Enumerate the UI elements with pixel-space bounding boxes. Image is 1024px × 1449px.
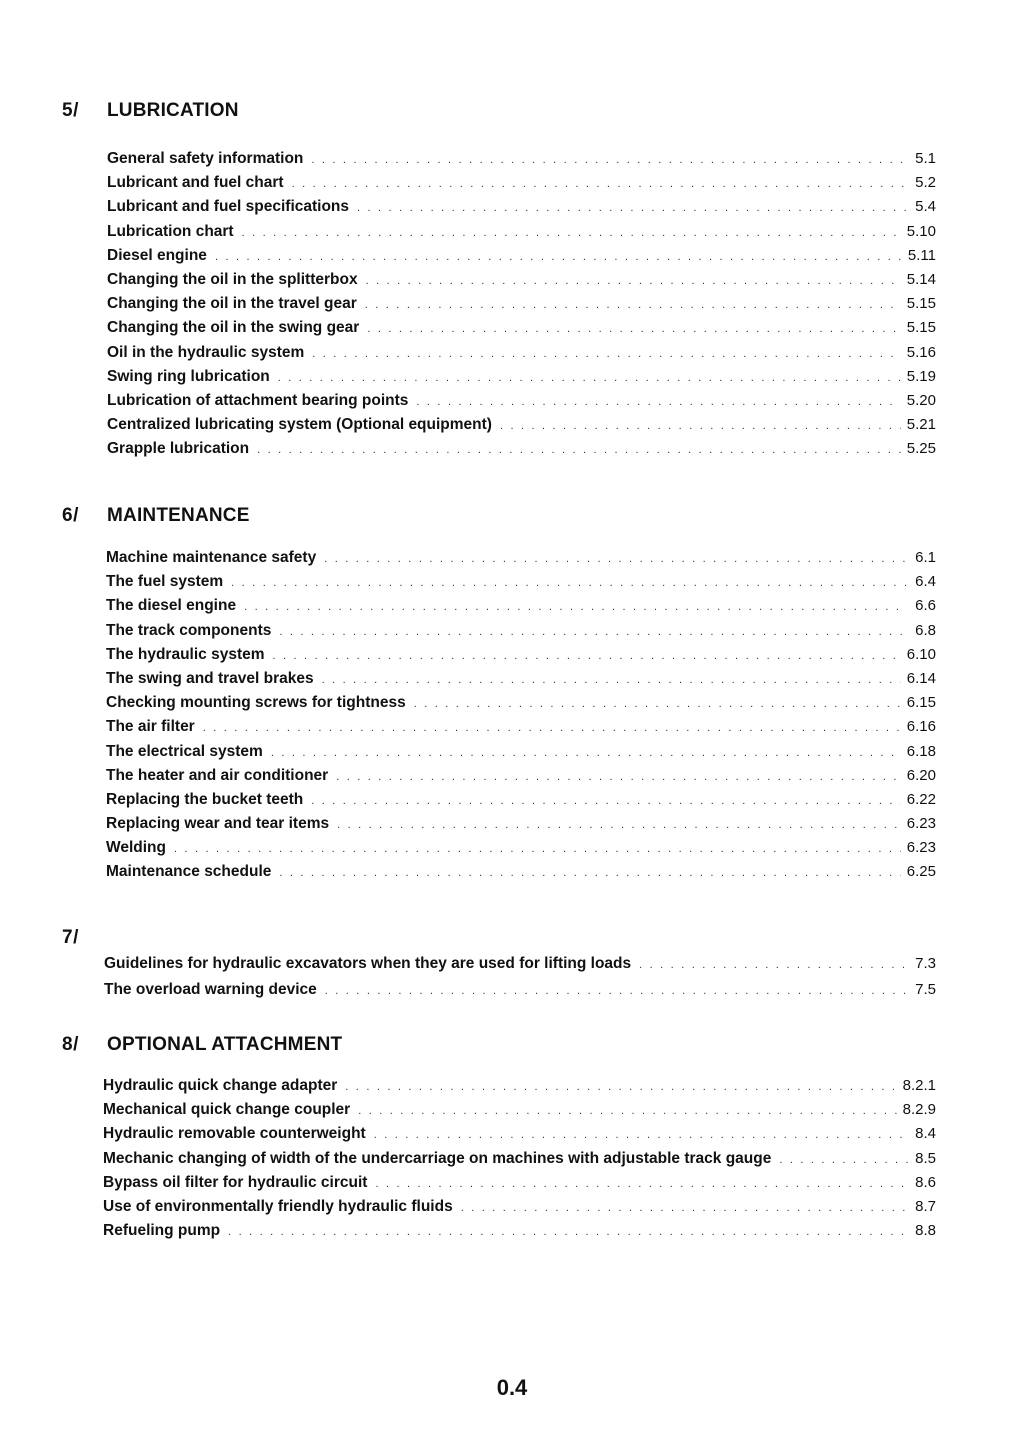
toc-entry-title: Mechanic changing of width of the undercarriage on machines with adjustable track gauge — [103, 1149, 772, 1167]
toc-entry — [106, 597, 936, 621]
toc-entry-title: Grapple lubrication — [107, 440, 250, 458]
toc-entries — [104, 955, 936, 1007]
toc-entry-page: 6.15 — [906, 694, 936, 712]
toc-entry-page: 6.25 — [906, 863, 936, 881]
toc-entry-title: Use of environmentally friendly hydraulic fluids — [103, 1197, 453, 1215]
dot-leader — [322, 674, 901, 686]
toc-entry-page: 5.1 — [915, 150, 936, 167]
dot-leader — [374, 1129, 909, 1141]
toc-entry-title: Oil in the hydraulic system — [107, 343, 305, 361]
section-6 — [0, 505, 1024, 888]
section-7 — [0, 927, 1024, 1007]
toc-entry-page: 5.20 — [906, 391, 936, 409]
toc-entry — [106, 791, 936, 815]
dot-leader — [228, 1226, 907, 1238]
toc-entry-page: 6.10 — [906, 645, 936, 663]
dot-leader — [324, 553, 909, 565]
toc-entry-title: The diesel engine — [106, 597, 237, 615]
toc-entry-page: 5.10 — [906, 222, 936, 240]
toc-entry-page: 5.15 — [906, 319, 936, 337]
dot-leader — [365, 299, 901, 311]
toc-entry-page: 6.14 — [906, 669, 936, 687]
toc-entry-page: 8.7 — [915, 1197, 936, 1215]
toc-entry-title: Bypass oil filter for hydraulic circuit — [103, 1173, 368, 1191]
dot-leader — [461, 1202, 909, 1214]
dot-leader — [336, 771, 901, 783]
section-8 — [0, 1034, 1024, 1246]
dot-leader — [203, 722, 901, 734]
toc-entry — [103, 1222, 936, 1246]
section-header — [0, 505, 1024, 531]
dot-leader — [500, 420, 901, 432]
toc-entry-page: 8.2.9 — [902, 1101, 936, 1119]
toc-entry-page: 5.25 — [906, 440, 936, 458]
toc-entry-page: 8.8 — [915, 1222, 936, 1240]
toc-entry — [107, 271, 936, 295]
toc-entry — [107, 416, 936, 440]
section-5 — [0, 100, 1024, 464]
toc-entry — [103, 1150, 936, 1174]
toc-entry-page: 6.22 — [906, 790, 936, 808]
toc-entry — [106, 694, 936, 718]
dot-leader — [279, 867, 900, 879]
toc-entry-page: 6.1 — [915, 549, 936, 566]
toc-entry-title: Changing the oil in the travel gear — [107, 295, 357, 313]
toc-entry-title: Replacing the bucket teeth — [106, 790, 304, 808]
toc-entry — [103, 1198, 936, 1222]
toc-entry-title: Diesel engine — [107, 246, 207, 264]
toc-entry-title: The air filter — [106, 718, 195, 736]
section-title: MAINTENANCE — [107, 505, 250, 526]
toc-entry — [106, 646, 936, 670]
dot-leader — [174, 843, 901, 855]
dot-leader — [345, 1081, 896, 1093]
toc-entry — [106, 839, 936, 863]
toc-entry-page: 7.5 — [915, 981, 936, 998]
dot-leader — [279, 626, 908, 638]
dot-leader — [257, 444, 901, 456]
page-number: 0.4 — [496, 1375, 528, 1400]
dot-leader — [414, 698, 901, 710]
dot-leader — [357, 202, 909, 214]
dot-leader — [779, 1154, 909, 1166]
toc-entry-page: 6.20 — [906, 766, 936, 784]
toc-entry — [107, 223, 936, 247]
dot-leader — [639, 959, 909, 971]
toc-entry-title: Swing ring lubrication — [107, 367, 270, 385]
toc-entry-title: The swing and travel brakes — [106, 669, 314, 687]
toc-entry — [103, 1174, 936, 1198]
toc-entry-page: 7.3 — [915, 955, 936, 972]
dot-leader — [311, 154, 909, 166]
toc-entry — [107, 198, 936, 222]
dot-leader — [242, 227, 901, 239]
toc-entry — [103, 1077, 936, 1101]
toc-entry-title: The electrical system — [106, 742, 263, 760]
section-header — [0, 1034, 1024, 1060]
toc-entry — [103, 1101, 936, 1125]
toc-entry-title: Replacing wear and tear items — [106, 815, 330, 833]
toc-entry-page: 5.15 — [906, 295, 936, 313]
section-number: 5/ — [62, 100, 79, 121]
toc-entry-title: Changing the oil in the swing gear — [107, 319, 360, 337]
toc-entry — [106, 670, 936, 694]
toc-entry-title: Welding — [106, 839, 166, 857]
toc-entry-title: The track components — [106, 621, 272, 639]
toc-entry-page: 8.6 — [915, 1173, 936, 1191]
toc-entry-title: Centralized lubricating system (Optional equipment) — [107, 416, 492, 434]
toc-entry-page: 5.4 — [915, 198, 936, 216]
toc-entry — [107, 247, 936, 271]
dot-leader — [358, 1105, 896, 1117]
toc-entry — [107, 392, 936, 416]
toc-entry-page: 5.16 — [906, 343, 936, 361]
toc-entry-title: Lubricant and fuel chart — [107, 174, 284, 192]
toc-entry — [106, 718, 936, 742]
toc-entry — [104, 981, 936, 1007]
toc-entry-title: The overload warning device — [104, 981, 317, 998]
toc-entry — [107, 295, 936, 319]
toc-entry — [106, 622, 936, 646]
toc-entry-page: 6.4 — [915, 573, 936, 591]
dot-leader — [337, 819, 901, 831]
toc-entry — [107, 344, 936, 368]
dot-leader — [273, 650, 901, 662]
toc-entry-page: 8.5 — [915, 1149, 936, 1167]
toc-entries — [107, 150, 936, 464]
toc-entry-page: 6.23 — [906, 815, 936, 833]
section-header — [0, 100, 1024, 126]
toc-entries — [103, 1077, 936, 1246]
toc-entry-title: Hydraulic quick change adapter — [103, 1077, 338, 1094]
dot-leader — [416, 396, 900, 408]
section-title: LUBRICATION — [107, 100, 239, 121]
toc-entry — [107, 319, 936, 343]
toc-entry — [106, 863, 936, 887]
section-number: 6/ — [62, 505, 79, 526]
toc-entry-title: Lubricant and fuel specifications — [107, 198, 350, 216]
toc-entry-title: General safety information — [107, 150, 304, 167]
dot-leader — [312, 348, 901, 360]
toc-entry-page: 8.4 — [915, 1125, 936, 1143]
toc-entry-page: 5.21 — [906, 416, 936, 434]
dot-leader — [278, 372, 901, 384]
dot-leader — [375, 1178, 909, 1190]
toc-entry — [106, 767, 936, 791]
toc-entry-title: Mechanical quick change coupler — [103, 1101, 351, 1119]
toc-entry — [107, 440, 936, 464]
toc-entry-page: 6.18 — [906, 742, 936, 760]
toc-entry-page: 5.19 — [906, 367, 936, 385]
dot-leader — [215, 251, 902, 263]
toc-entries — [106, 549, 936, 888]
toc-entry — [106, 743, 936, 767]
toc-entry-title: Lubrication of attachment bearing points — [107, 391, 409, 409]
toc-entry — [107, 150, 936, 174]
toc-entry-title: Refueling pump — [103, 1222, 221, 1240]
toc-entry — [106, 815, 936, 839]
toc-entry-title: Maintenance schedule — [106, 863, 272, 881]
toc-entry — [106, 549, 936, 573]
toc-entry-title: Changing the oil in the splitterbox — [107, 270, 358, 288]
dot-leader — [367, 323, 900, 335]
toc-entry — [104, 955, 936, 981]
dot-leader — [231, 577, 907, 589]
section-number: 8/ — [62, 1034, 79, 1055]
toc-entry-title: The hydraulic system — [106, 645, 265, 663]
section-title: OPTIONAL ATTACHMENT — [107, 1034, 343, 1055]
toc-entry-page: 6.6 — [915, 597, 936, 615]
toc-entry-title: The fuel system — [106, 573, 224, 591]
toc-entry — [107, 368, 936, 392]
toc-entry-title: The heater and air conditioner — [106, 766, 329, 784]
dot-leader — [325, 985, 909, 997]
toc-entry-page: 5.2 — [915, 174, 936, 192]
toc-entry-page: 6.8 — [915, 621, 936, 639]
toc-entry-title: Machine maintenance safety — [106, 549, 317, 566]
toc-entry — [107, 174, 936, 198]
dot-leader — [244, 601, 907, 613]
dot-leader — [366, 275, 901, 287]
toc-entry-title: Hydraulic removable counterweight — [103, 1125, 366, 1143]
toc-entry-page: 5.11 — [907, 246, 936, 264]
toc-entry-title: Guidelines for hydraulic excavators when they are used for lifting loads — [104, 955, 632, 972]
toc-entry-page: 6.23 — [906, 839, 936, 857]
section-header — [0, 927, 1024, 953]
dot-leader — [271, 747, 901, 759]
dot-leader — [292, 178, 909, 190]
dot-leader — [311, 795, 901, 807]
toc-entry-page: 8.2.1 — [902, 1077, 936, 1094]
toc-entry — [103, 1125, 936, 1149]
toc-entry-page: 6.16 — [906, 718, 936, 736]
section-number: 7/ — [62, 927, 79, 948]
toc-entry-title: Checking mounting screws for tightness — [106, 694, 406, 712]
toc-entry — [106, 573, 936, 597]
toc-entry-page: 5.14 — [906, 270, 936, 288]
toc-entry-title: Lubrication chart — [107, 222, 234, 240]
